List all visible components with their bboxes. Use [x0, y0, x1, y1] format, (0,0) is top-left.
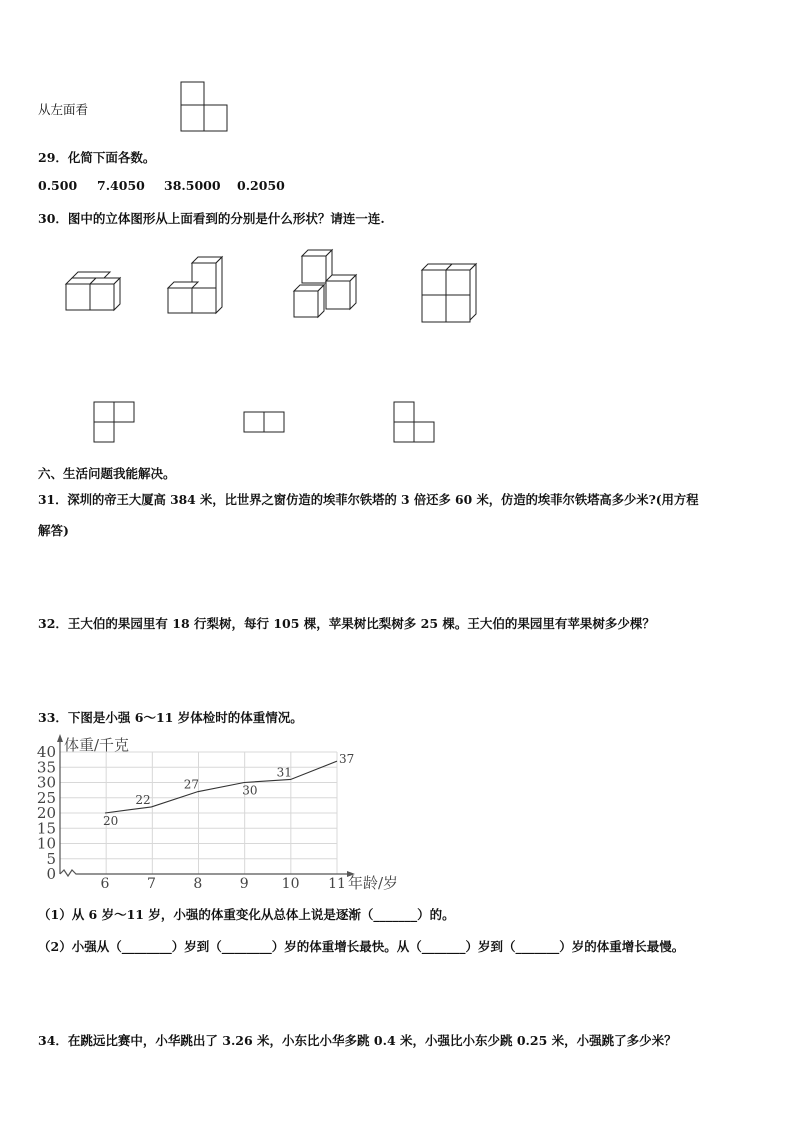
data-label: 22: [135, 792, 151, 807]
y-tick-label: 0: [46, 865, 56, 883]
y-tick-label: 30: [36, 773, 56, 792]
x-tick-label: 9: [239, 876, 249, 892]
q29-title: 29．化简下面各数。: [38, 150, 156, 165]
q34-text: 34．在跳远比赛中，小华跳出了 3.26 米，小东比小华多跳 0.4 米，小强比小东少跳 0.25 米，小强跳了多少米？: [38, 1033, 677, 1048]
x-tick-label: 7: [146, 876, 156, 892]
x-tick-label: 6: [100, 876, 110, 892]
q33-sub-1: （1）从 6 岁～11 岁，小强的体重变化从总体上说是逐渐（_______）的。: [38, 907, 455, 922]
data-label: 31: [276, 765, 292, 780]
q29-number-2: 7.4050: [97, 178, 145, 193]
y-tick-label: 40: [36, 743, 56, 761]
y-tick-label: 15: [36, 819, 56, 838]
x-axis-label: 年龄/岁: [348, 874, 399, 892]
left-view-label: 从左面看: [38, 102, 89, 117]
y-tick-label: 5: [46, 849, 56, 868]
x-tick-label: 10: [281, 876, 300, 892]
y-tick-label: 25: [36, 788, 56, 807]
q30-title: 30．图中的立体图形从上面看到的分别是什么形状？请连一连.: [38, 211, 385, 226]
data-label: 30: [242, 783, 258, 798]
section-6-title: 六、生活问题我能解决。: [38, 466, 176, 481]
q32-text: 32．王大伯的果园里有 18 行梨树，每行 105 棵，苹果树比梨树多 25 棵。王大伯的果园里有苹果树多少棵？: [38, 616, 655, 631]
q29-number-1: 0.500: [38, 178, 78, 193]
data-label: 37: [339, 752, 355, 767]
x-tick-label: 11: [328, 876, 346, 892]
q31-line-1: 31．深圳的帝王大厦高 384 米，比世界之窗仿造的埃菲尔铁塔的 3 倍还多 60 米，仿造的埃菲尔铁塔高多少米?(用方程: [38, 492, 699, 507]
y-tick-label: 10: [36, 834, 56, 853]
y-tick-label: 20: [36, 804, 56, 822]
q33-title: 33．下图是小强 6～11 岁体检时的体重情况。: [38, 710, 303, 725]
q29-number-3: 38.5000: [164, 178, 221, 193]
x-tick-label: 8: [193, 876, 203, 892]
q31-line-2: 解答): [38, 523, 69, 538]
y-axis-label: 体重/千克: [64, 736, 130, 754]
q33-sub-2: （2）小强从（________）岁到（________）岁的体重增长最快。从（_______）岁到（_______）岁的体重增长最慢。: [38, 939, 685, 954]
data-label: 20: [103, 814, 119, 828]
y-tick-label: 35: [36, 758, 56, 777]
q29-number-4: 0.2050: [237, 178, 285, 193]
y-axis-arrow: [57, 734, 63, 742]
data-label: 27: [183, 777, 200, 792]
